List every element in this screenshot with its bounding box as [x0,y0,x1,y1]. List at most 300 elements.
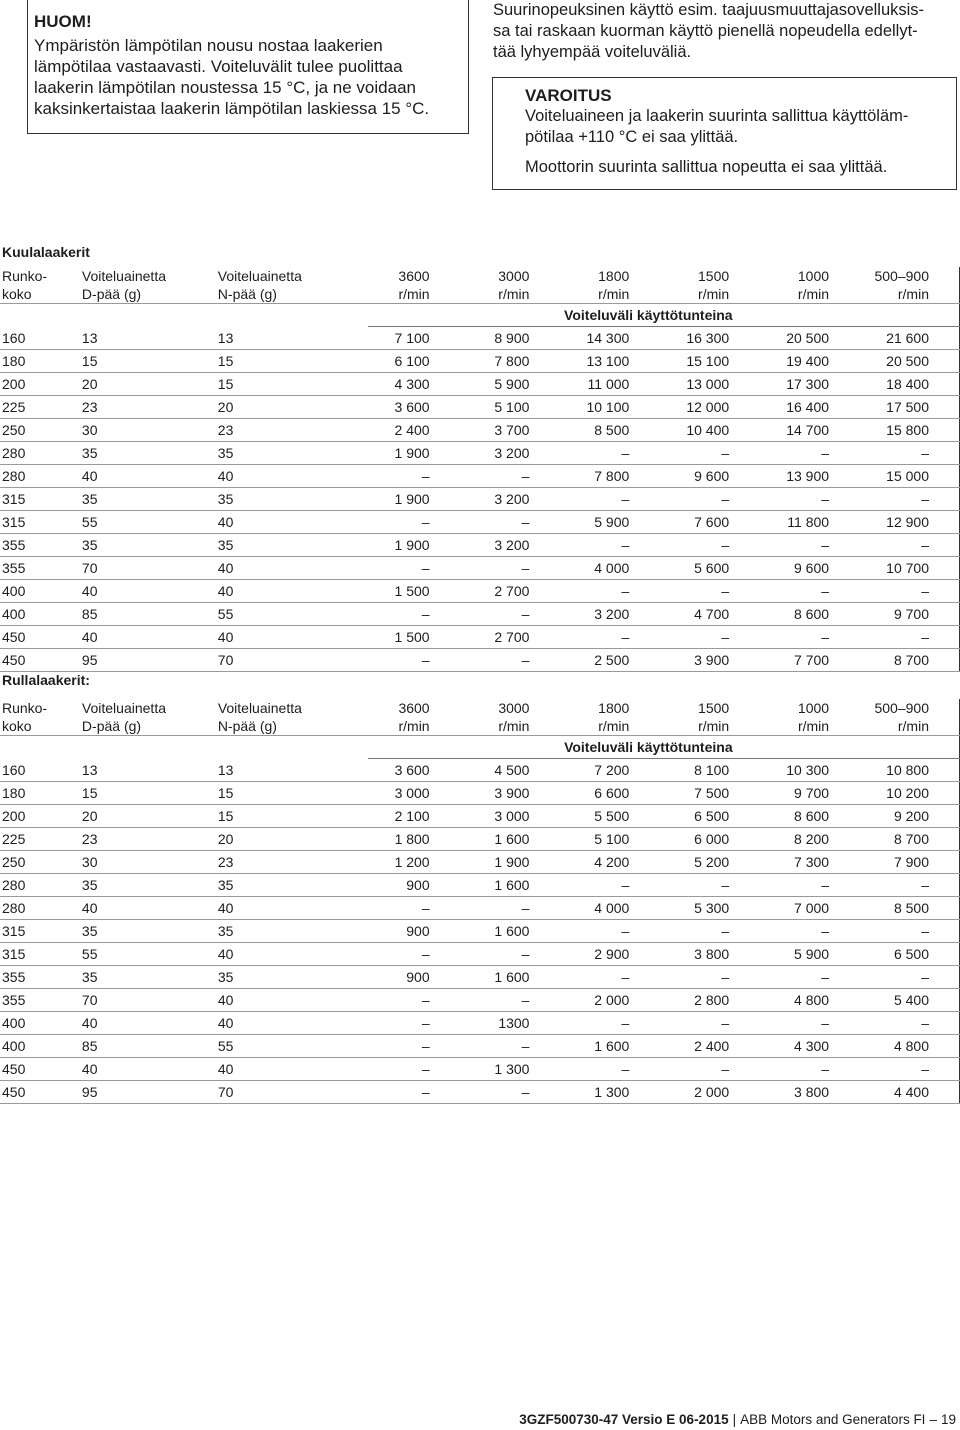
table-cell: 9 600 [729,557,829,580]
table-cell: 6 000 [629,828,729,851]
table-row [0,626,960,649]
table-cell: 19 400 [729,350,829,373]
table-cell: 250 [0,419,82,442]
table-cell: 10 400 [629,419,729,442]
table-cell: 40 [218,1058,368,1081]
table-cell: 8 600 [729,603,829,626]
table-cell: 225 [0,828,82,851]
table-cell: 1 300 [529,1081,629,1104]
note-line: Ympäristön lämpötilan nousu nostaa laakerien [34,36,383,55]
table-cell: 280 [0,874,82,897]
table-row [0,419,960,442]
table-cell: 3 800 [729,1081,829,1104]
speed-line: Suurinopeuksinen käyttö esim. taajuusmuuttajasovelluksis- [493,1,925,19]
table-cell: – [430,511,530,534]
table-cell: 15 100 [629,350,729,373]
table-cell: – [829,534,959,557]
table-cell: 20 [82,805,218,828]
table-cell: – [829,626,959,649]
table-cell: 315 [0,511,82,534]
table-cell: 3 200 [529,603,629,626]
table-cell: 10 100 [529,396,629,419]
table-cell: – [829,1012,959,1035]
table-cell: 1300 [430,1012,530,1035]
table-row [0,534,960,557]
table-header-cell: D-pää (g) [82,285,218,304]
table-cell: – [368,897,430,920]
roller-bearings-title: Rullalaakerit: [2,672,90,688]
table-cell: – [629,626,729,649]
table-cell: 160 [0,759,82,782]
table-row [0,782,960,805]
table-cell: 4 800 [829,1035,959,1058]
table-cell: 315 [0,943,82,966]
table-cell: – [729,1012,829,1035]
table-cell: – [368,1035,430,1058]
table-cell: 15 [218,350,368,373]
table-cell: – [629,874,729,897]
table-cell: – [629,534,729,557]
table-cell: – [829,580,959,603]
table-cell: 5 900 [529,511,629,534]
table-cell: 70 [82,989,218,1012]
table-cell: – [729,626,829,649]
table-header-cell: r/min [629,717,729,736]
table-cell: 1 600 [430,920,530,943]
table-cell: 315 [0,488,82,511]
table-header-spacer [82,304,218,327]
table-cell: – [529,1012,629,1035]
table-cell: – [430,603,530,626]
table-header-cell: N-pää (g) [218,717,368,736]
table-cell: 280 [0,442,82,465]
table-cell: 2 400 [629,1035,729,1058]
table-cell: 900 [368,966,430,989]
table-cell: – [529,626,629,649]
table-cell: 40 [82,580,218,603]
table-header-cell: koko [0,717,82,736]
page-footer: 3GZF500730-47 Versio E 06-2015 | ABB Motors and Generators FI – 19 [519,1412,956,1427]
table-cell: 15 [218,373,368,396]
table-cell: 280 [0,465,82,488]
warning-body [525,106,956,148]
table-header-spacer [0,304,82,327]
table-header-cell: r/min [368,717,430,736]
table-cell: 400 [0,603,82,626]
table-header-cell: 3600 [398,268,430,284]
table-cell: – [629,442,729,465]
table-cell: 13 100 [529,350,629,373]
table-cell: 9 200 [829,805,959,828]
table-cell: 2 700 [430,626,530,649]
table-cell: 35 [218,442,368,465]
table-cell: 15 [82,350,218,373]
table-cell: – [368,943,430,966]
table-cell: 35 [82,534,218,557]
table-cell: 40 [218,989,368,1012]
table-cell: 40 [218,1012,368,1035]
table-row [0,1012,960,1035]
table-cell: 200 [0,805,82,828]
table-cell: 35 [82,488,218,511]
table-cell: 35 [82,442,218,465]
table-cell: 17 300 [729,373,829,396]
table-cell: – [368,1012,430,1035]
warning-box [492,77,957,190]
table-cell: – [729,534,829,557]
table-cell: 3 200 [430,488,530,511]
table-header-cell: 1800 [598,268,630,284]
table-cell: 55 [82,511,218,534]
table-cell: 200 [0,373,82,396]
table-cell: 400 [0,580,82,603]
table-row [0,580,960,603]
table-cell: 7 900 [829,851,959,874]
table-cell: 70 [218,649,368,672]
table-cell: 250 [0,851,82,874]
table-row [0,851,960,874]
table-cell: 8 700 [829,649,959,672]
table-cell: 40 [218,943,368,966]
table-cell: – [529,1058,629,1081]
publisher: ABB Motors and Generators FI [740,1412,926,1427]
table-cell: 4 000 [529,897,629,920]
table-cell: 18 400 [829,373,959,396]
table-cell: 1 900 [368,442,430,465]
table-row [0,1035,960,1058]
lubrication-interval-header: Voiteluväli käyttötunteina [368,736,960,759]
table-cell: 35 [82,920,218,943]
table-cell: 8 600 [729,805,829,828]
table-cell: – [368,649,430,672]
table-header-cell: r/min [529,285,629,304]
table-cell: 1 900 [368,488,430,511]
table-row [0,511,960,534]
table-cell: 40 [218,897,368,920]
table-cell: – [430,989,530,1012]
table-row [0,920,960,943]
table-row [0,442,960,465]
table-cell: 13 [218,327,368,350]
table-header-spacer [218,304,368,327]
table-row [0,828,960,851]
table-cell: 40 [218,580,368,603]
table-header-cell: Runko- [2,268,48,284]
table-cell: 40 [218,557,368,580]
table-cell: 2 700 [430,580,530,603]
table-cell: – [829,488,959,511]
table-cell: 11 000 [529,373,629,396]
table-header-cell: N-pää (g) [218,285,368,304]
table-cell: 160 [0,327,82,350]
note-line: kaksinkertaistaa laakerin lämpötilan laskiessa 15 °C. [34,99,430,118]
table-cell: 15 [218,805,368,828]
table-cell: 1 900 [368,534,430,557]
table-cell: 95 [82,649,218,672]
table-cell: 7 000 [729,897,829,920]
table-cell: 8 500 [829,897,959,920]
table-cell: – [430,1081,530,1104]
table-cell: – [368,557,430,580]
table-cell: 4 400 [829,1081,959,1104]
table-row [0,327,960,350]
table-cell: 315 [0,920,82,943]
table-cell: 3 600 [368,396,430,419]
note-line: laakerin lämpötilan noustessa 15 °C, ja ne voidaan [34,78,416,97]
table-cell: 7 100 [368,327,430,350]
table-header-row [0,304,960,327]
table-header-cell: Voiteluainetta [81,700,166,716]
table-cell: 23 [82,828,218,851]
table-header-cell: 500–900 [829,699,959,717]
table-cell: 9 700 [829,603,959,626]
table-cell: 8 500 [529,419,629,442]
table-header-row [0,285,960,304]
table-cell: – [529,534,629,557]
table-cell: 1 800 [368,828,430,851]
table-cell: – [529,488,629,511]
table-cell: 2 100 [368,805,430,828]
table-cell: 1 600 [529,1035,629,1058]
table-cell: 3 000 [430,805,530,828]
table-cell: 30 [82,851,218,874]
table-cell: 10 300 [729,759,829,782]
table-row [0,488,960,511]
table-row [0,557,960,580]
table-cell: 35 [82,966,218,989]
table-cell: – [529,874,629,897]
table-cell: 4 000 [529,557,629,580]
table-cell: – [430,1035,530,1058]
table-cell: – [430,557,530,580]
table-cell: 6 500 [829,943,959,966]
table-cell: 55 [82,943,218,966]
table-row [0,874,960,897]
table-cell: 900 [368,874,430,897]
ball-bearings-title: Kuulalaakerit [2,244,90,260]
table-cell: 40 [82,626,218,649]
table-cell: 12 000 [629,396,729,419]
table-header-spacer [82,736,218,759]
table-header-cell: r/min [729,285,829,304]
table-cell: – [729,874,829,897]
table-cell: 450 [0,626,82,649]
table-header-cell: koko [0,285,82,304]
table-cell: 225 [0,396,82,419]
table-cell: – [629,966,729,989]
table-cell: 8 900 [430,327,530,350]
table-cell: 3 200 [430,442,530,465]
table-cell: 280 [0,897,82,920]
table-cell: 20 [218,396,368,419]
table-cell: 85 [82,1035,218,1058]
table-row [0,897,960,920]
table-cell: 40 [82,1012,218,1035]
table-header-cell: 1500 [698,268,730,284]
table-cell: 5 100 [529,828,629,851]
high-speed-note [493,0,953,63]
table-header-row [0,267,960,285]
table-cell: 1 600 [430,966,530,989]
table-cell: 450 [0,1081,82,1104]
table-cell: 20 [218,828,368,851]
table-cell: 7 700 [729,649,829,672]
table-cell: – [629,1058,729,1081]
page-number: 19 [940,1412,956,1427]
table-header-cell: r/min [829,717,959,736]
table-cell: 7 200 [529,759,629,782]
table-header-row [0,699,960,717]
table-cell: 17 500 [829,396,959,419]
table-cell: 5 900 [729,943,829,966]
table-cell: 1 600 [430,874,530,897]
table-cell: 13 900 [729,465,829,488]
table-cell: – [368,1081,430,1104]
table-header-cell: r/min [829,285,959,304]
table-header-cell: 3000 [498,268,530,284]
table-header-cell: Voiteluainetta [217,700,302,716]
table-cell: 21 600 [829,327,959,350]
table-row [0,989,960,1012]
table-cell: 55 [218,1035,368,1058]
table-row [0,649,960,672]
table-cell: 4 200 [529,851,629,874]
table-row [0,465,960,488]
table-cell: 355 [0,966,82,989]
table-cell: – [829,920,959,943]
table-cell: – [729,580,829,603]
warning-line: Voiteluaineen ja laakerin suurinta sallittua käyttöläm- [525,107,909,125]
table-cell: – [829,1058,959,1081]
table-cell: 355 [0,534,82,557]
table-cell: 55 [218,603,368,626]
table-cell: 16 400 [729,396,829,419]
table-cell: 15 000 [829,465,959,488]
table-cell: 5 200 [629,851,729,874]
warning-line: pötilaa +110 °C ei saa ylittää. [525,128,739,146]
table-cell: 85 [82,603,218,626]
table-row [0,396,960,419]
table-row [0,1081,960,1104]
table-cell: 70 [82,557,218,580]
table-cell: 14 300 [529,327,629,350]
table-cell: – [829,442,959,465]
table-cell: 7 800 [430,350,530,373]
table-cell: 1 500 [368,626,430,649]
table-cell: 6 100 [368,350,430,373]
table-cell: 14 700 [729,419,829,442]
table-cell: 450 [0,1058,82,1081]
table-cell: 8 700 [829,828,959,851]
table-cell: 5 900 [430,373,530,396]
table-row [0,1058,960,1081]
table-cell: – [629,1012,729,1035]
table-cell: 23 [218,419,368,442]
table-cell: 3 600 [368,759,430,782]
table-cell: – [729,442,829,465]
table-cell: 40 [82,465,218,488]
table-cell: – [729,1058,829,1081]
table-header-cell: 3000 [498,700,530,716]
table-row [0,805,960,828]
table-cell: 4 300 [368,373,430,396]
table-cell: 40 [218,465,368,488]
table-header-cell: Voiteluainetta [217,268,302,284]
table-row [0,759,960,782]
table-cell: 4 500 [430,759,530,782]
table-cell: 10 700 [829,557,959,580]
table-cell: – [529,920,629,943]
table-cell: 5 600 [629,557,729,580]
table-cell: 7 300 [729,851,829,874]
table-cell: – [529,966,629,989]
table-cell: 9 700 [729,782,829,805]
table-cell: – [430,897,530,920]
table-header-cell: 1000 [797,700,830,716]
table-cell: – [430,649,530,672]
table-cell: 2 800 [629,989,729,1012]
table-cell: 35 [218,488,368,511]
table-cell: 13 [218,759,368,782]
note-body [34,35,468,119]
ball-table-body [0,267,960,672]
table-cell: – [729,488,829,511]
table-cell: 2 000 [629,1081,729,1104]
table-cell: 900 [368,920,430,943]
table-cell: – [629,580,729,603]
table-cell: 3 900 [430,782,530,805]
table-row [0,603,960,626]
roller-table-body [0,699,960,1104]
table-cell: – [529,580,629,603]
table-header-spacer [0,736,82,759]
table-cell: 23 [218,851,368,874]
table-header-cell: 3600 [398,700,430,716]
table-cell: 5 300 [629,897,729,920]
table-header-spacer [218,736,368,759]
table-cell: 11 800 [729,511,829,534]
table-cell: 40 [218,511,368,534]
ball-bearings-table [0,267,960,672]
table-cell: 10 200 [829,782,959,805]
table-cell: 3 700 [430,419,530,442]
table-row [0,966,960,989]
table-cell: 355 [0,989,82,1012]
table-cell: 2 900 [529,943,629,966]
speed-line: tää lyhyempää voiteluväliä. [493,43,692,61]
table-cell: 400 [0,1012,82,1035]
table-cell: 1 200 [368,851,430,874]
table-cell: 12 900 [829,511,959,534]
table-cell: 6 500 [629,805,729,828]
table-cell: 35 [218,920,368,943]
speed-line: sa tai raskaan kuorman käyttö pienellä nopeudella edellyt- [493,22,918,40]
table-cell: – [368,511,430,534]
table-cell: – [368,603,430,626]
table-cell: 8 100 [629,759,729,782]
table-cell: 2 400 [368,419,430,442]
table-cell: 180 [0,782,82,805]
table-cell: 3 000 [368,782,430,805]
table-cell: 9 600 [629,465,729,488]
table-cell: 5 500 [529,805,629,828]
table-cell: 40 [82,1058,218,1081]
table-cell: 30 [82,419,218,442]
table-header-cell: r/min [430,717,530,736]
table-header-cell: 1000 [797,268,830,284]
table-cell: 1 600 [430,828,530,851]
table-cell: – [430,465,530,488]
